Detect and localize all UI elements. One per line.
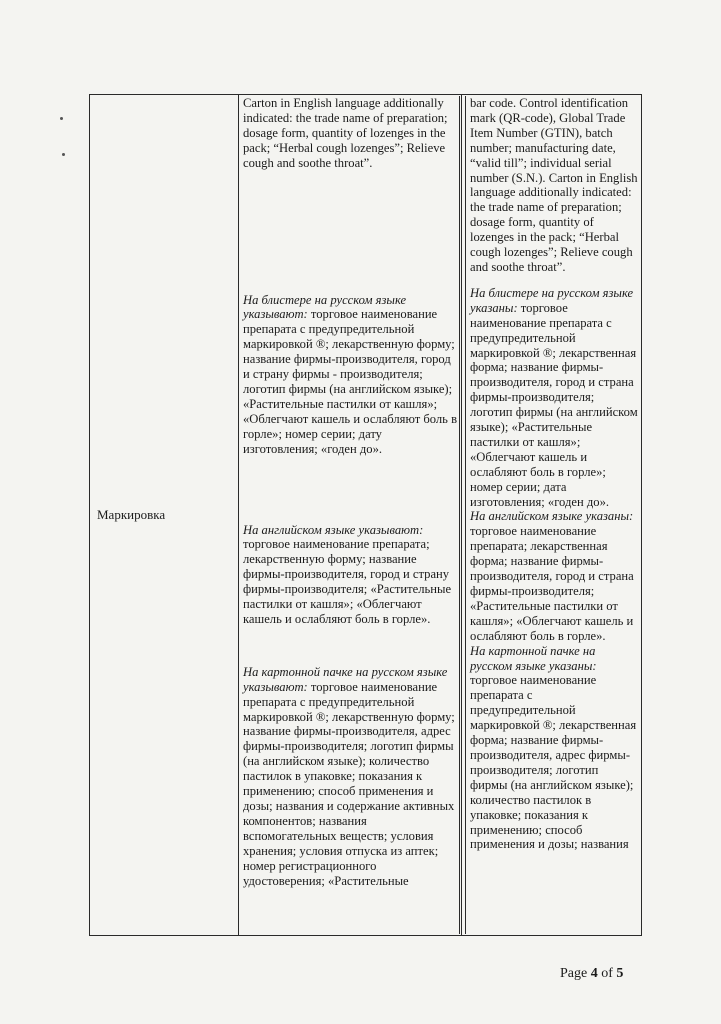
blister-ru-paragraph: [466, 286, 640, 510]
carton-ru-paragraph: [240, 665, 459, 889]
english-intro: На английском языке указаны:: [470, 509, 634, 524]
page-total: 5: [616, 966, 624, 981]
page-of: of: [597, 966, 617, 981]
requirement-cell: [239, 95, 462, 936]
english-carton-text: Carton in English language additionally indicated: the trade name of preparation; dosage form, quantity of lozenges in the pack; “Herbal cough lozenges”; Relieve cough and soothe throat”.: [243, 96, 448, 170]
carton-ru-paragraph: [466, 644, 640, 853]
blister-ru-paragraph: [240, 293, 459, 457]
english-intro: На английском языке указывают:: [243, 522, 424, 537]
page-number: [560, 966, 623, 982]
english-paragraph: [240, 523, 459, 627]
row-label: Маркировка: [97, 507, 166, 522]
english-body: торговое наименование препарата; лекарственную форму; название фирмы-производителя, город и страну фирмы-производителя; «Растительные пастилки от кашля»; «Облегчают кашель и ослабляют боль в горле».: [243, 537, 452, 626]
blister-ru-intro: На блистере на русском языке указаны:: [470, 285, 634, 315]
barcode-text: bar code. Control identification mark (QR-code), Global Trade Item Number (GTIN), batch number; manufacturing date, “valid till”; individual serial number (S.N.). Carton in English language additionally indicated: the trade name of preparation; dosage form, quantity of lozenges in the pack; “Herbal cough lozenges”; Relieve cough and soothe throat”.: [470, 96, 638, 274]
actual-cell: [462, 95, 642, 936]
carton-ru-intro: На картонной пачке на русском языке указывают:: [243, 664, 448, 694]
scan-speck: [60, 117, 63, 120]
carton-ru-body: торговое наименование препарата с предупредительной маркировкой ®; лекарственная форма; название фирмы-производителя, адрес фирмы-производителя; логотип фирмы (на английском языке); количество пастилок в упаковке; показания к применению; способ применения и дозы; названия: [470, 673, 637, 852]
blister-ru-body: торговое наименование препарата с предупредительной маркировкой ®; лекарственную форму; название фирмы-производителя, город и страну фирмы - производителя; логотип фирмы (на английском языке); «Растительные пастилки от кашля»; «Облегчают кашель и ослабляют боль в горле»; номер серии; дату изготовления; «годен до».: [243, 307, 458, 456]
carton-ru-intro: На картонной пачке на русском языке указаны:: [470, 643, 597, 673]
blister-ru-body: торговое наименование препарата с предупредительной маркировкой ®; лекарственная форма; название фирмы-производителя, город и страна фирмы-производителя; логотип фирмы (на английском языке); «Растительные пастилки от кашля»; «Облегчают кашель и ослабляют боль в горле»; номер серии; дата изготовления; «годен до».: [470, 300, 638, 509]
actual-cell-inner: [465, 96, 640, 934]
table-row: [90, 95, 642, 936]
page-current: 4: [590, 966, 598, 981]
english-paragraph: [466, 509, 640, 643]
scan-speck: [62, 153, 65, 156]
page-prefix: Page: [560, 966, 591, 981]
labeling-table: [89, 94, 642, 936]
carton-ru-body: торговое наименование препарата с предупредительной маркировкой ®; лекарственную форму; название фирмы-производителя, адрес фирмы-производителя; логотип фирмы (на английском языке); количество пастилок в упаковке; показания к применению; способ применения и дозы; названия и содержание активных компонентов; названия вспомогательных веществ; условия хранения; условия отпуска из аптек; номер регистрационного удостоверения; «Растительные: [243, 679, 455, 888]
english-body: торговое наименование препарата; лекарственная форма; название фирмы-производителя, город и страна фирмы-производителя; «Растительные пастилки от кашля»; «Облегчают кашель и ослабляют боль в горле».: [470, 524, 634, 643]
blister-ru-intro: На блистере на русском языке указывают:: [243, 292, 407, 322]
row-label-cell: [90, 95, 239, 936]
requirement-cell-inner: [240, 96, 460, 934]
